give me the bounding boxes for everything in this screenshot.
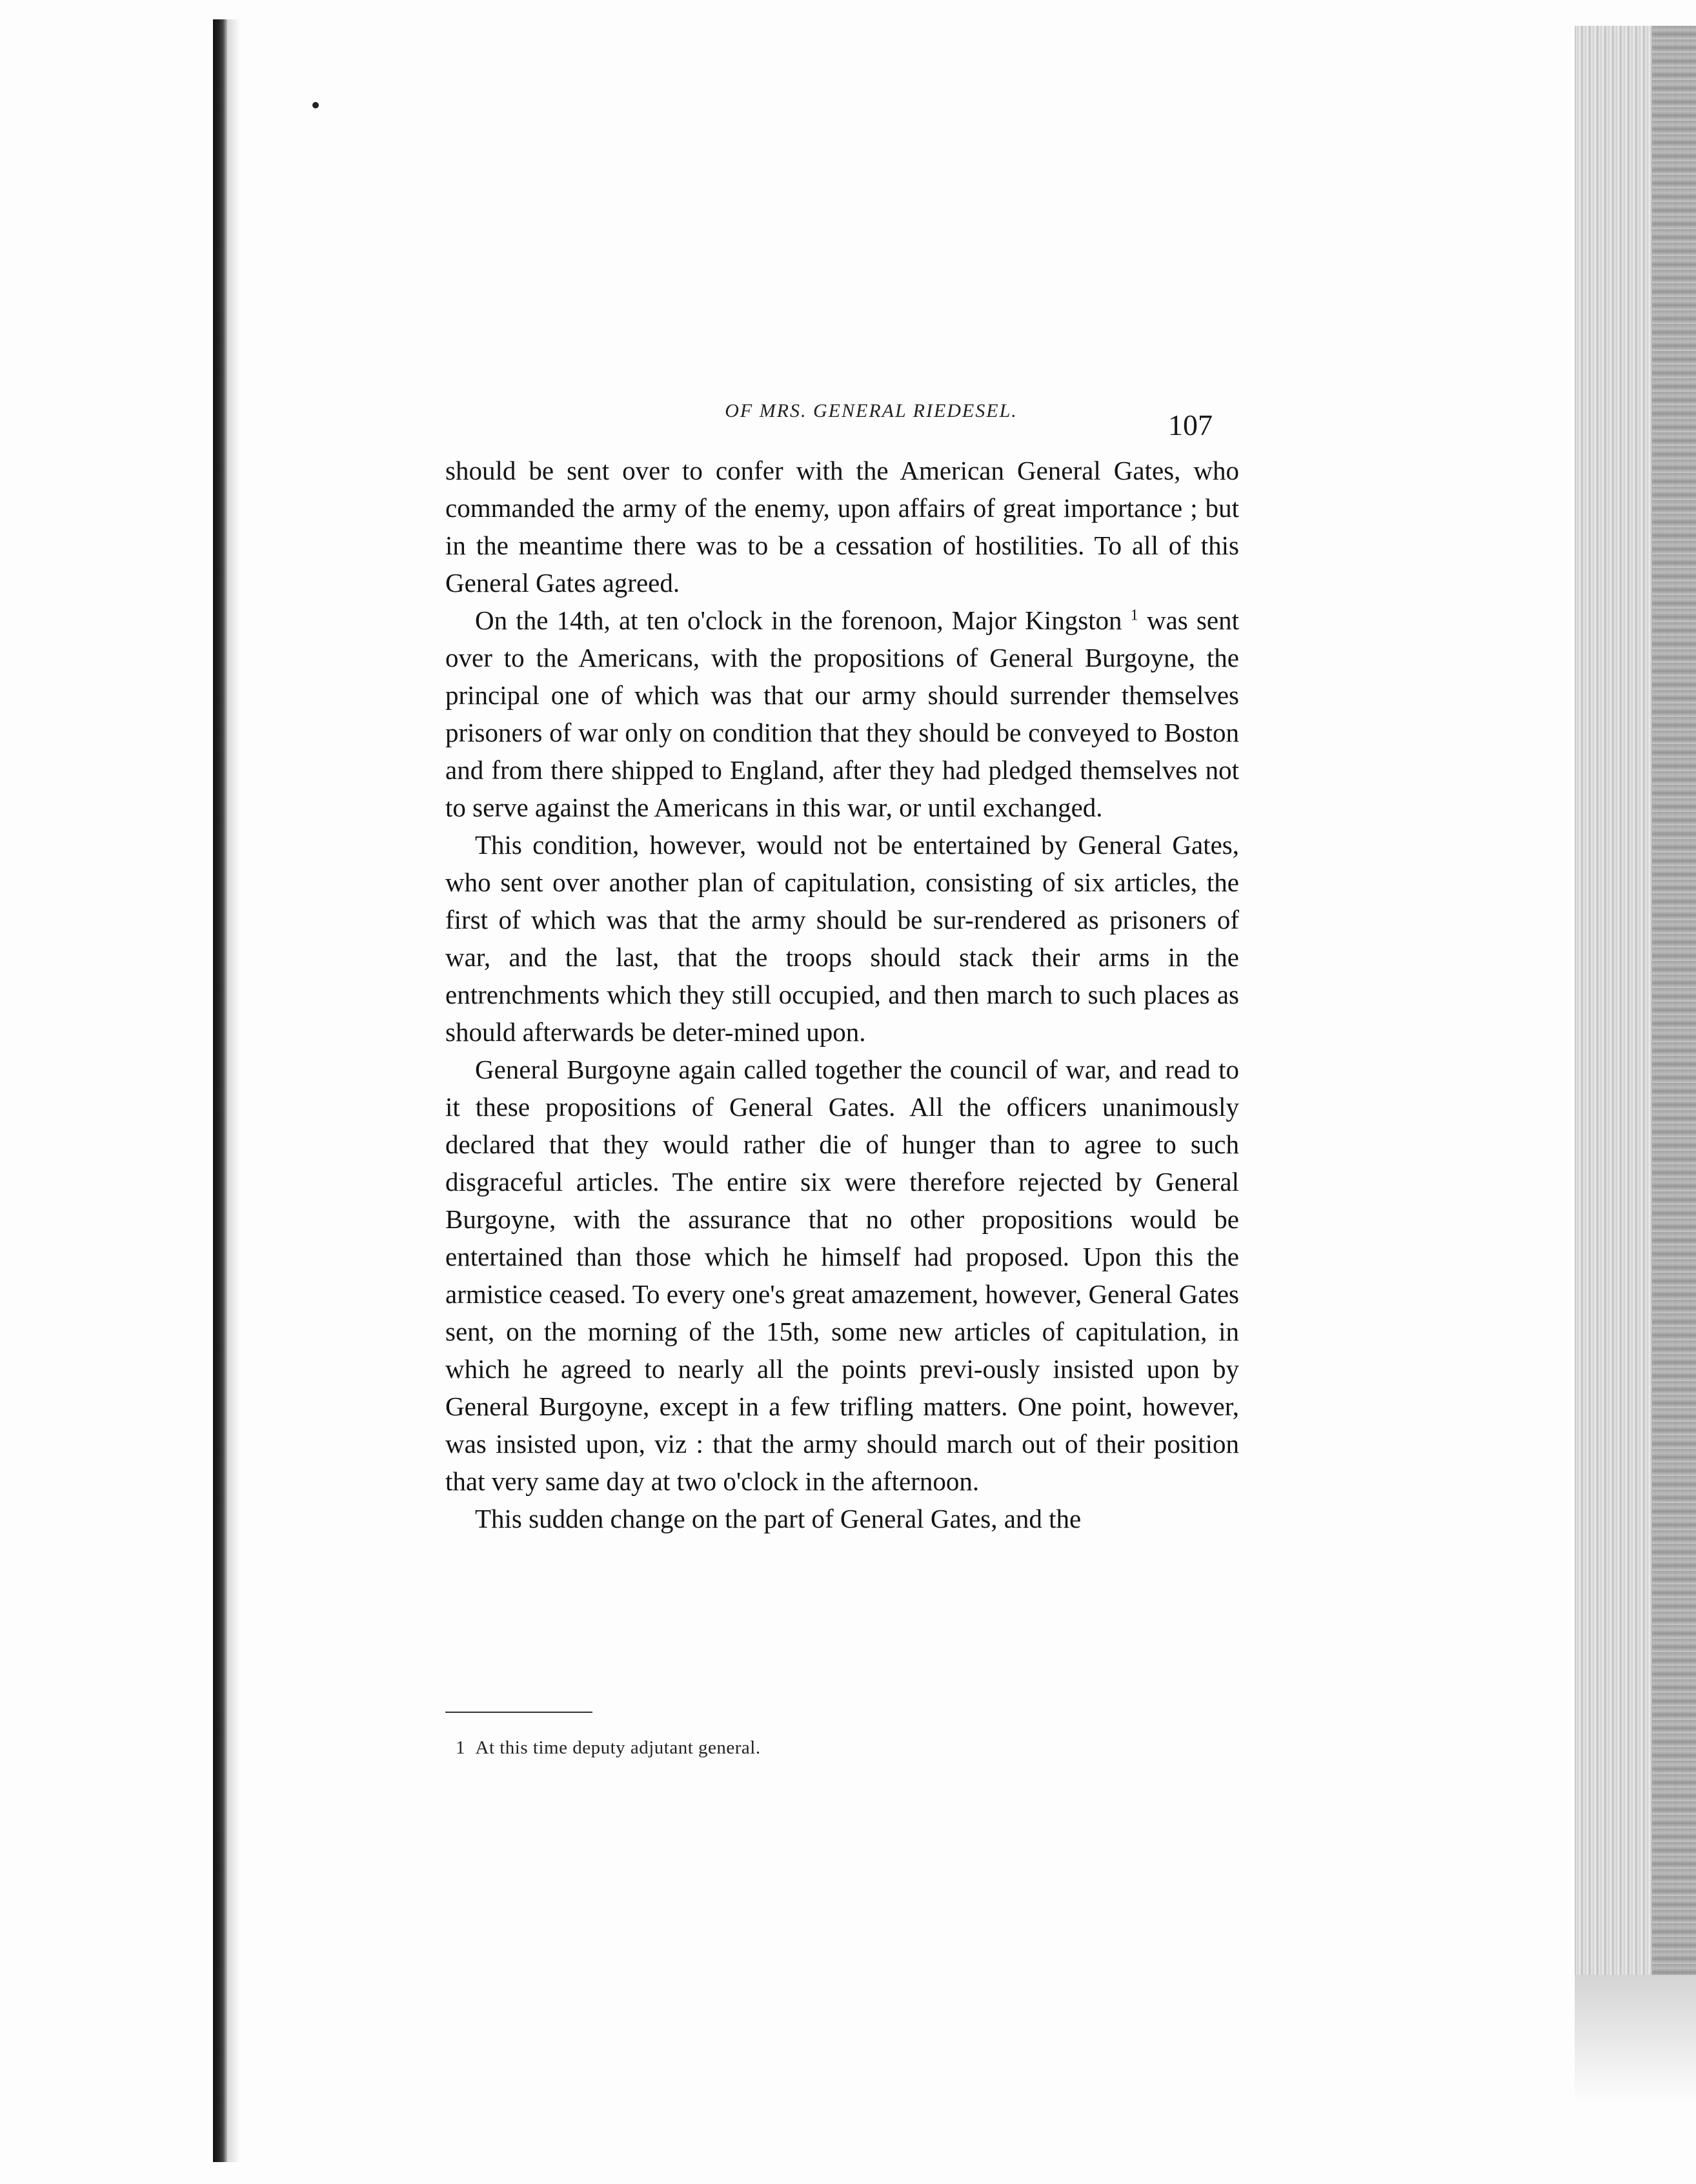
footnote-number: 1 — [456, 1737, 465, 1758]
page-number: 107 — [1168, 409, 1213, 441]
footnote-reference: 1 — [1130, 607, 1138, 624]
paragraph-5: This sudden change on the part of General Gates, and the — [475, 1504, 1082, 1533]
gutter-shadow — [227, 19, 240, 2162]
paragraph-2-opening — [445, 602, 1239, 826]
paragraph-2-body: was sent over to the Americans, with the propositions of General Burgoyne, the principal one of which was that our army should surrender themselves prisoners of war only on condition that they should be conveyed to Boston and from there shipped to England, after they had pledged themselves not to serve against the Americans in this war, or until exchanged. — [445, 605, 1240, 822]
paragraph-4: General Burgoyne again called together the council of war, and read to it these propositions of General Gates. All the officers unanimously declared that they would rather die of hunger than to agree to such disgraceful articles. The entire six were therefore rejected by General Burgoyne, with the assurance that no other propositions would be entertained than those which he himself had proposed. Upon this the armistice ceased. To every one's great amazement, however, General Gates sent, on the morning of the 15th, some new articles of capitulation, in which he agreed to nearly all the points previ-ously insisted upon by General Burgoyne, except in a few trifling matters. One point, however, was insisted upon, viz : that the army should march out of their position that very same day at two o'clock in the afternoon. — [445, 1055, 1239, 1496]
paragraph-1: should be sent over to confer with the American General Gates, who commanded the army of the enemy, upon affairs of great importance ; but in the meantime there was to be a cessation of hostilities. To all of this General Gates agreed. — [445, 456, 1239, 598]
paragraph-3: This condition, however, would not be entertained by General Gates, who sent over another plan of capitulation, consisting of six articles, the first of which was that the army should be sur-rendered as prisoners of war, and the last, that the troops should stack their arms in the entrenchments which they still occupied, and then march to such places as should afterwards be deter-mined upon. — [445, 830, 1239, 1047]
footnote-text: At this time deputy adjutant general. — [475, 1737, 761, 1758]
footnote-rule — [445, 1712, 592, 1713]
page-block-edge-fade — [1575, 1975, 1696, 2104]
body-text — [445, 452, 1239, 1537]
running-head: OF MRS. GENERAL RIEDESEL. — [725, 400, 1018, 421]
page-block-outer-edges — [1652, 26, 1696, 1975]
paragraph-2-lead: On the 14th, at ten o'clock in the forenoon, Major Kingston — [475, 605, 1122, 635]
book-binding-edge — [213, 19, 227, 2162]
footnote — [456, 1737, 761, 1759]
ink-speck — [312, 102, 319, 108]
